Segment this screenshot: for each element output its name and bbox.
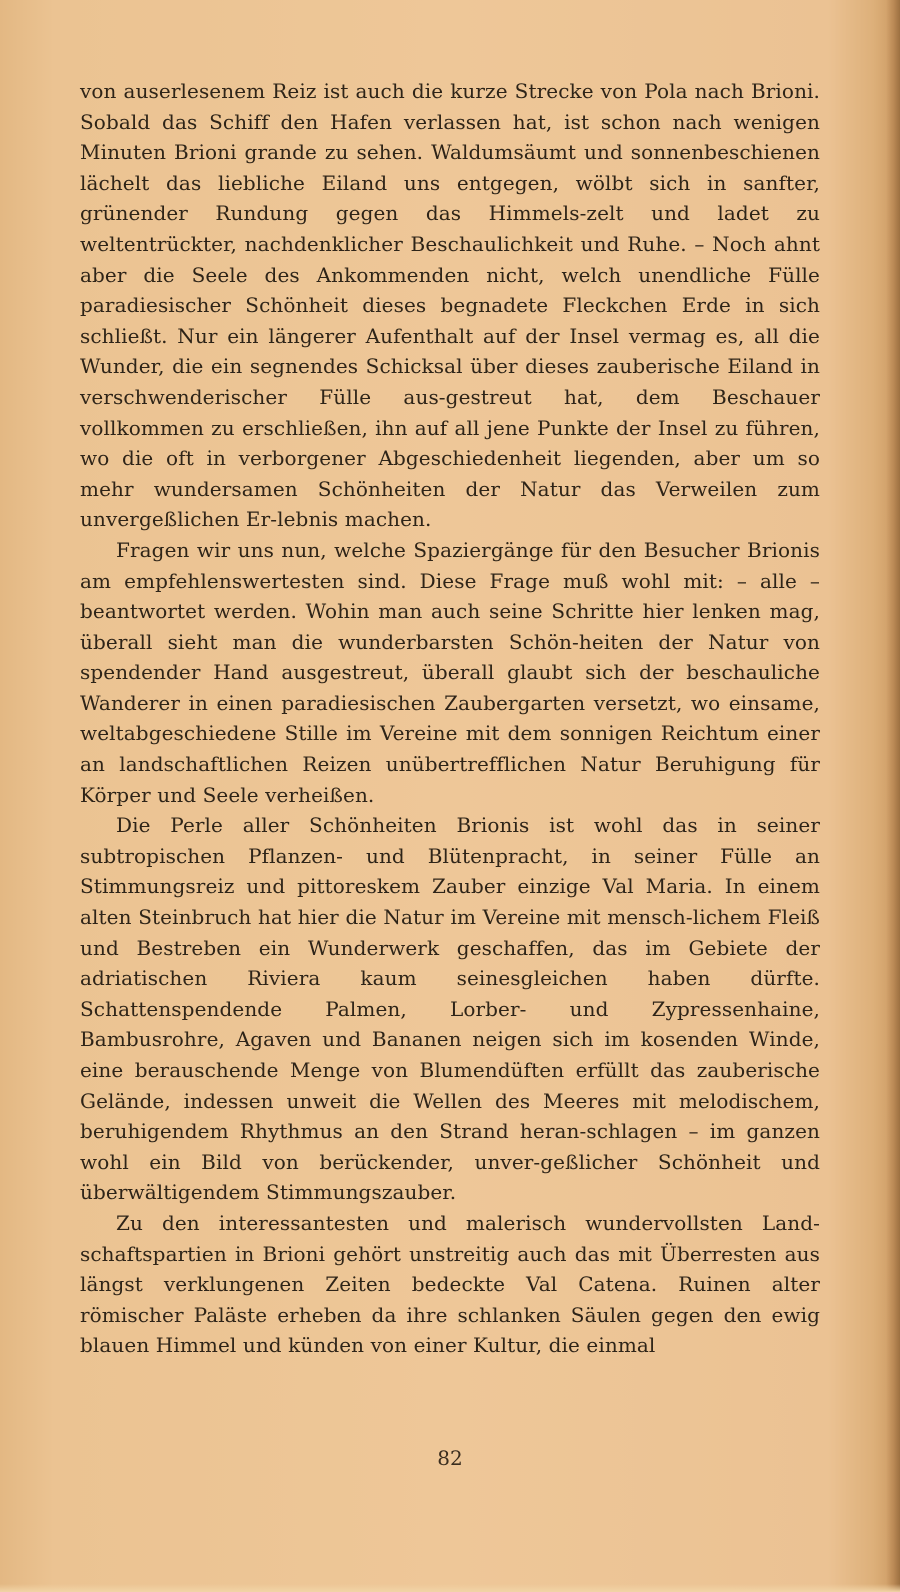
paragraph-4: Zu den interessantesten und malerisch wundervollsten Land‐schaftspartien in Brioni gehört unstreitig auch das mit Überresten aus längst verklungenen Zeiten bedeckte Val Catena. Ruinen alter römischer Paläste erheben da ihre schlanken Säulen gegen den ewig blauen Himmel und künden von einer Kultur, die einmal bbox=[80, 1210, 820, 1358]
page-number: 82 bbox=[437, 1446, 463, 1470]
page-bottom-edge bbox=[0, 1584, 900, 1592]
paragraph-2: Fragen wir uns nun, welche Spaziergänge für den Besucher Brionis am empfehlenswertesten sind. Diese Frage muß wohl mit: – alle – beantwortet werden. Wohin man auch seine Schritte hier lenken mag, überall sieht man die wunderbarsten Schön‐heiten der Natur von spendender Hand ausgestreut, überall glaubt sich der beschauliche Wanderer in einen paradiesischen Zaubergarten versetzt, wo einsame, weltabgeschiedene Stille im Vereine mit dem sonnigen Reichtum einer an landschaftlichen Reizen unübertrefflichen Natur Beruhigung für Körper und Seele verheißen. bbox=[80, 537, 820, 807]
body-text bbox=[80, 76, 820, 1361]
paragraph-1: von auserlesenem Reiz ist auch die kurze Strecke von Pola nach Brioni. Sobald das Schiff den Hafen verlassen hat, ist schon nach wenigen Minuten Brioni grande zu sehen. Waldumsäumt und sonnenbeschienen lächelt das liebliche Eiland uns entgegen, wölbt sich in sanfter, grünender Rundung gegen das Himmels‐zelt und ladet zu weltentrückter, nachdenklicher Beschaulichkeit und Ruhe. – Noch ahnt aber die Seele des Ankommenden nicht, welch unendliche Fülle paradiesischer Schönheit dieses begnadete Fleckchen Erde in sich schließt. Nur ein längerer Aufenthalt auf der Insel vermag es, all die Wunder, die ein segnendes Schicksal über dieses zauberische Eiland in verschwenderischer Fülle aus‐gestreut hat, dem Beschauer vollkommen zu erschließen, ihn auf all jene Punkte der Insel zu führen, wo die oft in verborgener Abgeschiedenheit liegenden, aber um so mehr wundersamen Schönheiten der Natur das Verweilen zum unvergeßlichen Er‐lebnis machen. bbox=[80, 79, 820, 532]
paragraph-3: Die Perle aller Schönheiten Brionis ist wohl das in seiner subtropischen Pflanzen‐ und Blütenpracht, in seiner Fülle an Stimmungsreiz und pittoreskem Zauber einzige Val Maria. In einem alten Steinbruch hat hier die Natur im Vereine mit mensch‐lichem Fleiß und Bestreben ein Wunderwerk geschaffen, das im Gebiete der adriatischen Riviera kaum seinesgleichen haben dürfte. Schattenspendende Palmen, Lorber‐ und Zypressenhaine, Bambusrohre, Agaven und Bananen neigen sich im kosenden Winde, eine berauschende Menge von Blumendüften erfüllt das zauberische Gelände, indessen unweit die Wellen des Meeres mit melodischem, beruhigendem Rhythmus an den Strand heran‐schlagen – im ganzen wohl ein Bild von berückender, unver‐geßlicher Schönheit und überwältigendem Stimmungszauber. bbox=[80, 813, 820, 1205]
page-edge-shadow bbox=[886, 0, 900, 1592]
